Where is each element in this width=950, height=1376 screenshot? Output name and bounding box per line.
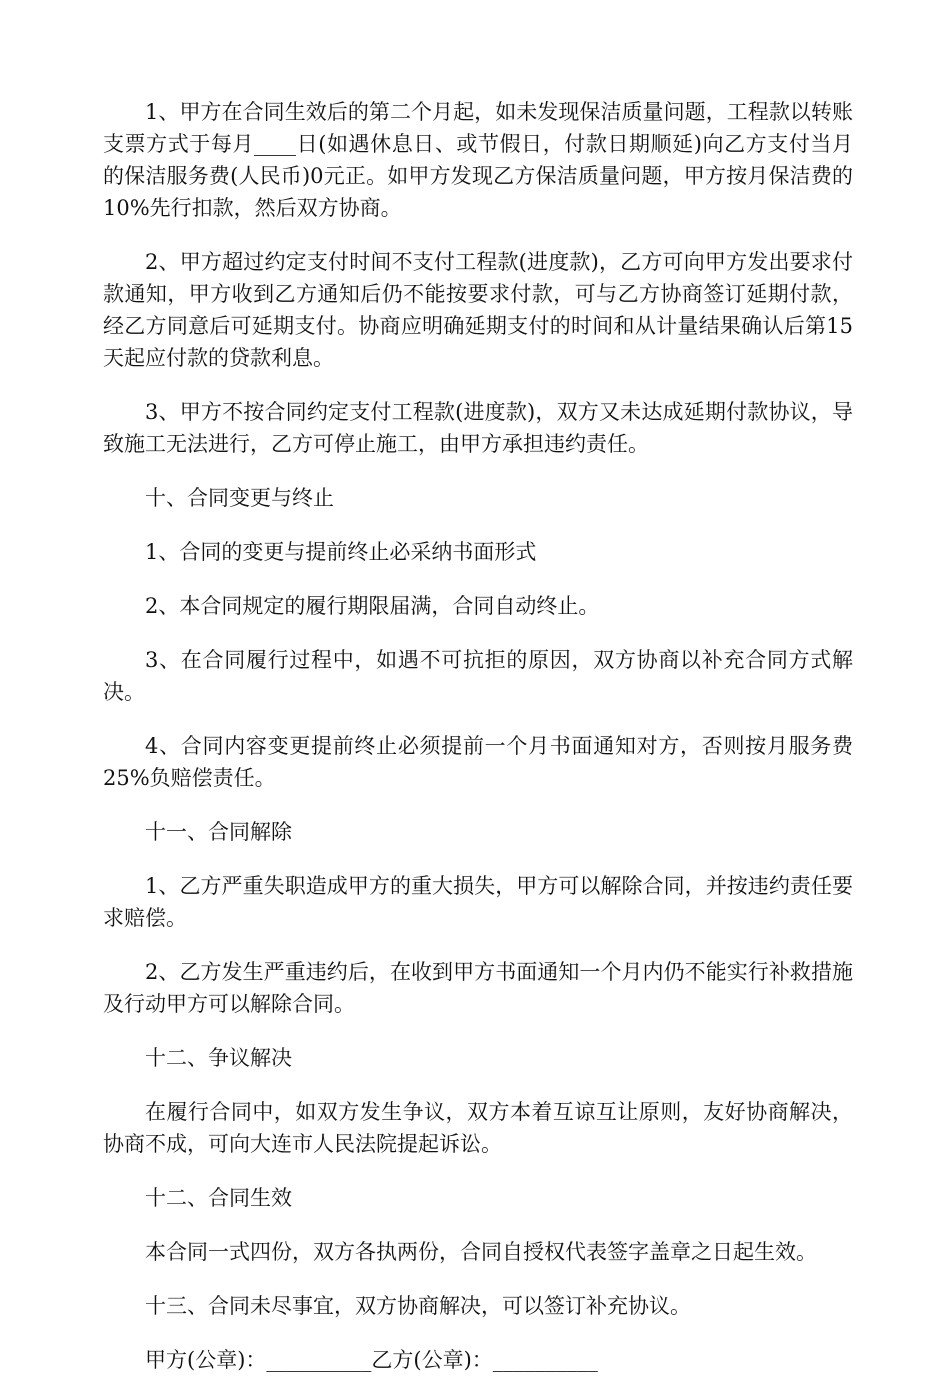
change-clause-4: 4、合同内容变更提前终止必须提前一个月书面通知对方，否则按月服务费25%负赔偿责任。 [103,734,853,790]
change-clause-2: 2、本合同规定的履行期限届满，合同自动终止。 [145,594,600,618]
change-clause-3: 3、在合同履行过程中，如遇不可抗拒的原因，双方协商以补充合同方式解决。 [103,648,853,704]
rescission-clause-2: 2、乙方发生严重违约后，在收到甲方书面通知一个月内仍不能实行补救措施及行动甲方可以解除合同。 [103,960,853,1016]
section-heading-rescission: 十一、合同解除 [145,820,292,844]
section-heading-change-termination: 十、合同变更与终止 [145,486,334,510]
supplementary-clause: 十三、合同未尽事宜，双方协商解决，可以签订补充协议。 [145,1294,691,1318]
payment-clause-3: 3、甲方不按合同约定支付工程款(进度款)，双方又未达成延期付款协议，导致施工无法进行，乙方可停止施工，由甲方承担违约责任。 [103,400,853,456]
change-clause-1: 1、合同的变更与提前终止必采纳书面形式 [145,540,537,564]
signature-line: 甲方(公章)：__________乙方(公章)：__________ [145,1348,598,1372]
document-body [103,96,853,1376]
dispute-clause: 在履行合同中，如双方发生争议，双方本着互谅互让原则，友好协商解决，协商不成，可向大连市人民法院提起诉讼。 [103,1100,853,1156]
section-heading-effectiveness: 十二、合同生效 [145,1186,292,1210]
payment-clause-1: 1、甲方在合同生效后的第二个月起，如未发现保洁质量问题，工程款以转账支票方式于每月____日(如遇休息日、或节假日，付款日期顺延)向乙方支付当月的保洁服务费(人民币)0元正。如甲方发现乙方保洁质量问题，甲方按月保洁费的10%先行扣款，然后双方协商。 [103,100,853,220]
section-heading-dispute: 十二、争议解决 [145,1046,292,1070]
payment-clause-2: 2、甲方超过约定支付时间不支付工程款(进度款)，乙方可向甲方发出要求付款通知，甲方收到乙方通知后仍不能按要求付款，可与乙方协商签订延期付款，经乙方同意后可延期支付。协商应明确延期支付的时间和从计量结果确认后第15天起应付款的贷款利息。 [103,250,853,370]
rescission-clause-1: 1、乙方严重失职造成甲方的重大损失，甲方可以解除合同，并按违约责任要求赔偿。 [103,874,853,930]
effectiveness-clause: 本合同一式四份，双方各执两份，合同自授权代表签字盖章之日起生效。 [145,1240,817,1264]
